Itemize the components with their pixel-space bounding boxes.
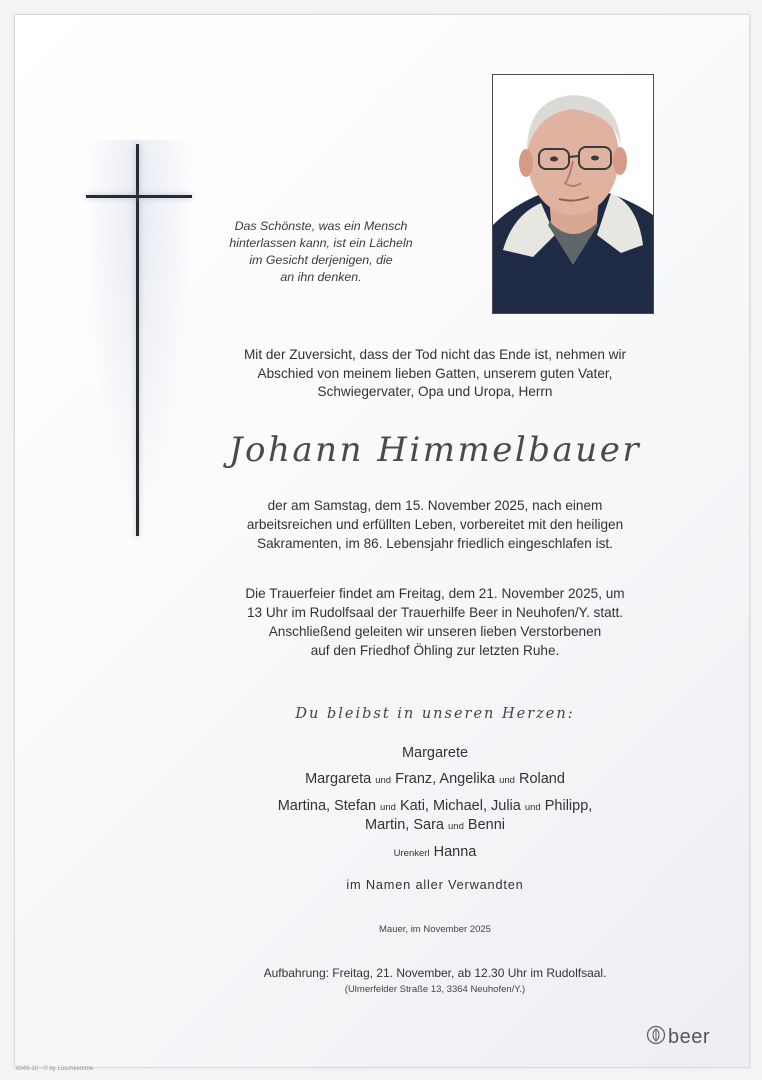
deceased-name: Johann Himmelbauer	[228, 430, 642, 470]
family-member: Martin, Sara	[365, 817, 444, 833]
funeral-line: auf den Friedhof Öhling zur letzten Ruhe.	[310, 643, 560, 658]
funeral-details	[200, 584, 670, 660]
viewing-address: (Ulmerfelder Straße 13, 3364 Neuhofen/Y.)	[344, 984, 526, 995]
logo-text: beer	[668, 1025, 711, 1048]
death-notice	[200, 496, 670, 553]
family-line	[200, 844, 670, 860]
intro-line: Abschied von meinem lieben Gatten, unserem guten Vater,	[257, 365, 613, 381]
death-line: arbeitsreichen und erfüllten Leben, vorbereitet mit den heiligen	[246, 517, 624, 532]
family-member: Martina, Stefan	[277, 798, 377, 814]
family-line	[200, 798, 670, 814]
cross-icon	[80, 140, 198, 540]
family-line	[200, 771, 670, 787]
funeral-line: Die Trauerfeier findet am Freitag, dem 21. November 2025, um	[245, 586, 625, 601]
beer-logo-icon	[646, 1024, 666, 1051]
conjunction: und	[499, 775, 515, 786]
death-line: Sakramenten, im 86. Lebensjahr friedlich eingeschlafen ist.	[257, 536, 613, 551]
intro-text	[200, 346, 670, 402]
place-date: Mauer, im November 2025	[379, 924, 491, 935]
relation-label: Urenkerl	[393, 848, 430, 859]
family-member: Benni	[467, 817, 505, 833]
quote-line: an ihn denken.	[280, 270, 362, 284]
death-line: der am Samstag, dem 15. November 2025, nach einem	[267, 498, 603, 513]
family-member: Hanna	[433, 844, 477, 860]
family-member: Margarete	[401, 745, 469, 761]
funeral-line: Anschließend geleiten wir unseren lieben Verstorbenen	[268, 624, 602, 639]
family-member: Margareta	[305, 771, 372, 787]
family-member: Philipp,	[544, 798, 593, 814]
family-member: Franz, Angelika	[395, 771, 496, 787]
intro-line: Schwiegervater, Opa und Uropa, Herrn	[317, 384, 553, 399]
conjunction: und	[524, 802, 541, 813]
beer-logo	[646, 1024, 710, 1050]
family-line	[200, 745, 670, 761]
intro-line: Mit der Zuversicht, dass der Tod nicht das Ende ist, nehmen wir	[243, 347, 627, 362]
on-behalf-text: im Namen aller Verwandten	[346, 877, 524, 892]
family-member: Roland	[518, 771, 565, 787]
conjunction: und	[380, 802, 396, 813]
remain-heading: Du bleibst in unseren Herzen:	[295, 706, 575, 722]
memorial-quote	[216, 218, 426, 286]
funeral-line: 13 Uhr im Rudolfsaal der Trauerhilfe Beer in Neuhofen/Y. statt.	[246, 605, 624, 620]
portrait-photo	[492, 74, 654, 314]
viewing-info: Aufbahrung: Freitag, 21. November, ab 12.30 Uhr im Rudolfsaal.	[263, 966, 607, 980]
quote-line: Das Schönste, was ein Mensch	[234, 219, 408, 233]
conjunction: und	[375, 775, 392, 786]
quote-line: hinterlassen kann, ist ein Lächeln	[229, 236, 413, 250]
conjunction: und	[448, 821, 464, 832]
print-footer: 6049-10 · © by Lüschkemme	[16, 1066, 94, 1072]
quote-line: im Gesicht derjenigen, die	[249, 253, 393, 267]
family-line	[200, 817, 670, 833]
family-member: Kati, Michael, Julia	[399, 798, 521, 814]
